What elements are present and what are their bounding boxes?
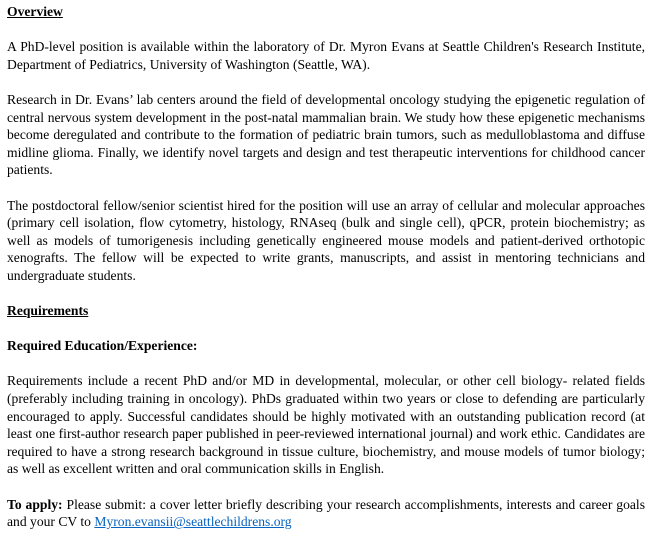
requirements-heading: Requirements: [7, 303, 89, 319]
spacer: [7, 179, 645, 197]
apply-text: Please submit: a cover letter briefly describing your research accomplishments, interests and career goals and your CV to: [7, 496, 645, 530]
spacer: [7, 320, 645, 338]
overview-paragraph-fellow: The postdoctoral fellow/senior scientist hired for the position will use an array of cellular and molecular approaches (primary cell isolation, flow cytometry, histology, RNAseq (bulk and single cell), qPCR, protein biochemistry; as well as models of tumorigenesis including genetically engineered mouse models and patient-derived orthotopic xenografts. The fellow will be expected to write grants, manuscripts, and assist in mentoring technicians and undergraduate students.: [7, 197, 645, 283]
apply-paragraph: [7, 496, 645, 531]
spacer: [7, 73, 645, 91]
spacer: [7, 478, 645, 496]
job-posting-document: [7, 3, 645, 531]
apply-lead: To apply:: [7, 496, 63, 512]
requirements-paragraph: Requirements include a recent PhD and/or MD in developmental, molecular, or other cell biology- related fields (preferably including training in oncology). PhDs graduated within two years or close to defending are particularly encouraged to apply. Successful candidates should be highly motivated with an outstanding publication record (at least one first-author research paper published in peer-reviewed international journal) and work ethic. Candidates are required to have a strong research background in tissue culture, biochemistry, and mouse models of tumor biology; as well as excellent written and oral communication skills in English.: [7, 373, 645, 477]
spacer: [7, 355, 645, 373]
email-link[interactable]: Myron.evansii@seattlechildrens.org: [94, 514, 292, 530]
spacer: [7, 285, 645, 303]
overview-paragraph-research: Research in Dr. Evans’ lab centers around the field of developmental oncology studying the epigenetic regulation of central nervous system development in the post-natal mammalian brain. We study how these epigenetic mechanisms become deregulated and contribute to the formation of pediatric brain tumors, such as medulloblastoma and diffuse midline glioma. Finally, we identify novel targets and design and test therapeutic interventions for childhood cancer patients.: [7, 91, 645, 178]
overview-paragraph-position: A PhD-level position is available within the laboratory of Dr. Myron Evans at Seattle Children's Research Institute, Department of Pediatrics, University of Washington (Seattle, WA).: [7, 39, 645, 72]
education-subheading: Required Education/Experience:: [7, 338, 198, 354]
spacer: [7, 21, 645, 39]
overview-heading: Overview: [7, 4, 63, 19]
